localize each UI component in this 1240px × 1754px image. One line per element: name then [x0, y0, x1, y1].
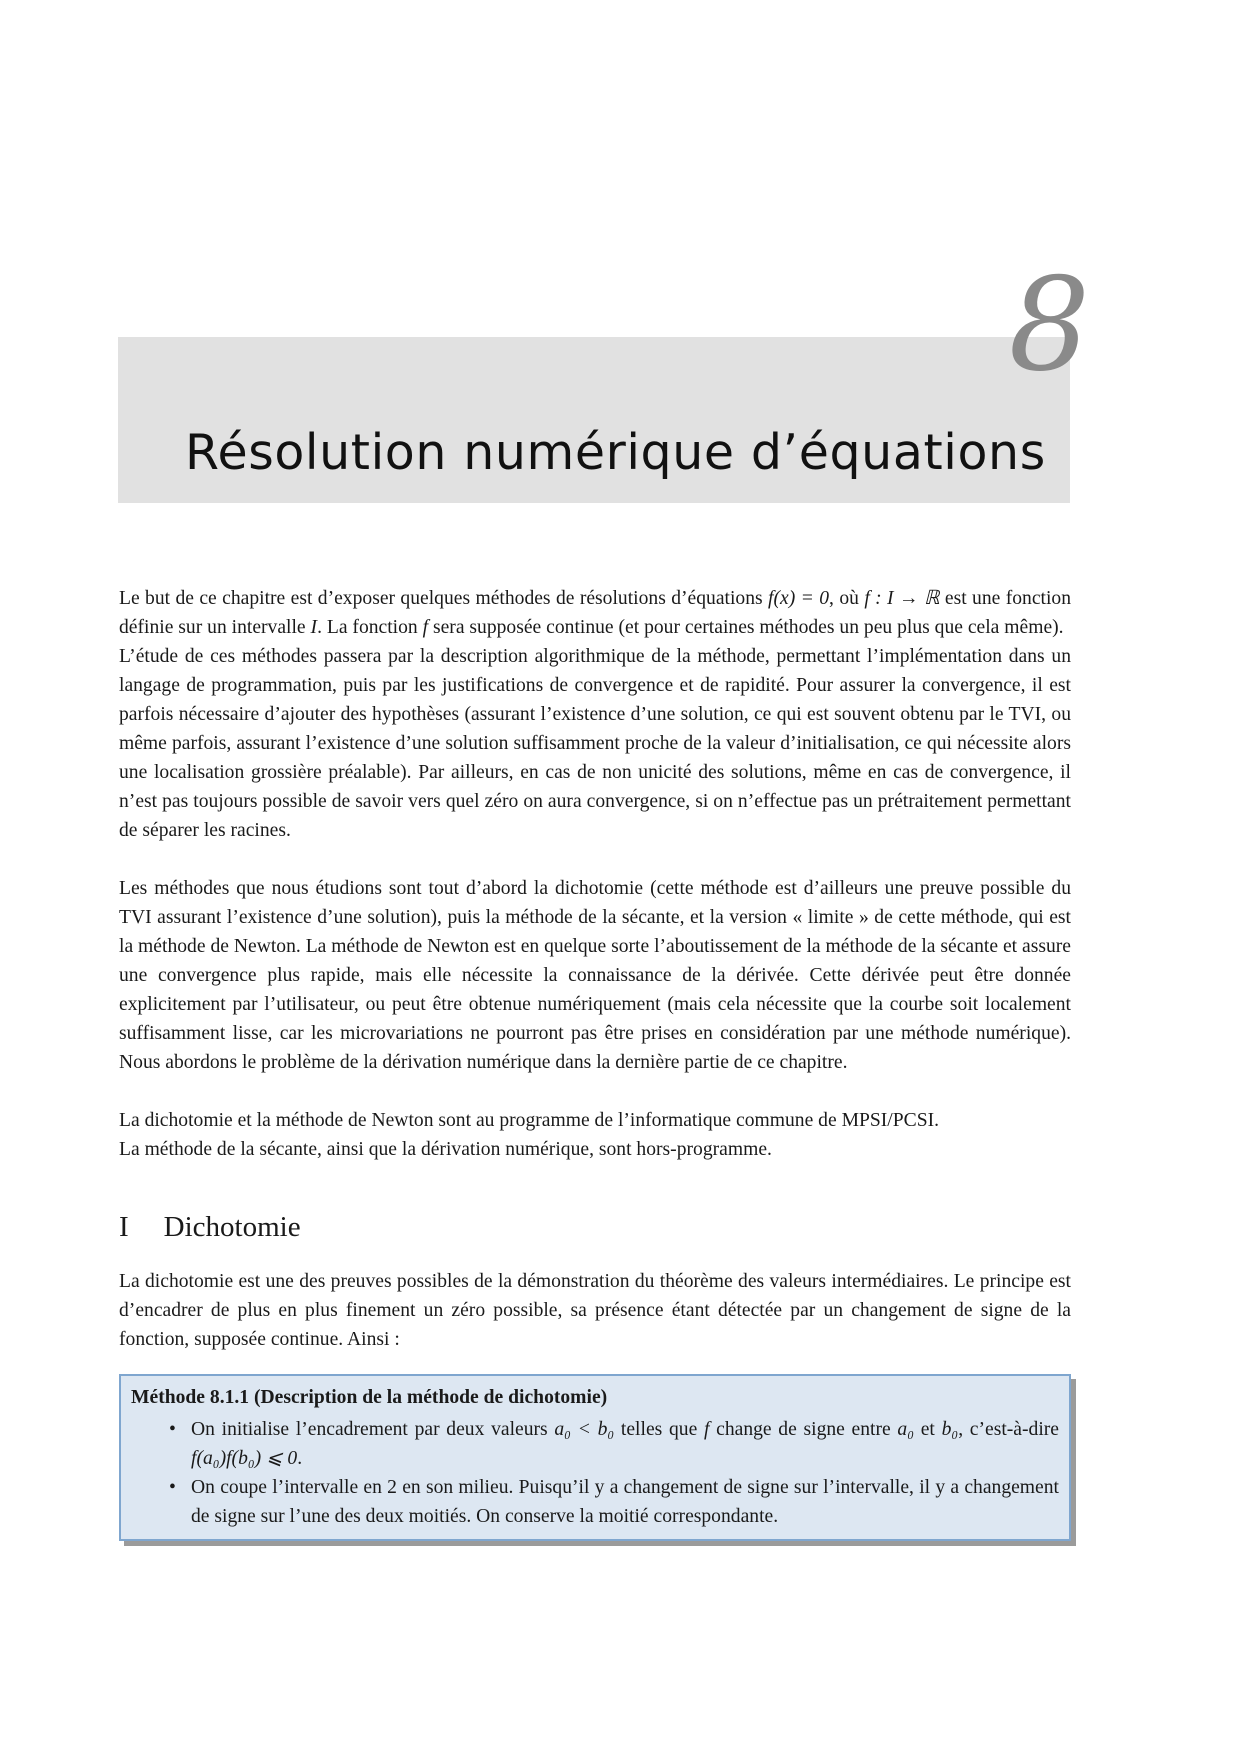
- intro-paragraph-2: L’étude de ces méthodes passera par la description algorithmique de la méthode, permettant l’implémentation dans un langage de programmation, puis par les justifications de convergence et de rapidité. Pour assurer la convergence, il est parfois nécessaire d’ajouter des hypothèses (assurant l’existence d’une solution, ce qui est souvent obtenu par le TVI, ou même parfois, assurant l’existence d’une solution suffisamment proche de la valeur d’initialisation, ce qui nécessite alors une localisation grossière préalable). Par ailleurs, en cas de non unicité des solutions, même en cas de convergence, il n’est pas toujours possible de savoir vers quel zéro on aura convergence, si on n’effectue pas un prétraitement permettant de séparer les racines.: [119, 646, 1071, 841]
- math-function: f: [422, 617, 429, 638]
- intro-paragraph-1: Le but de ce chapitre est d’exposer quelques méthodes de résolutions d’équations f(x) = 0, où f : I → ℝ est une fonction définie sur un intervalle I. La fonction f sera supposée continue (et pour certaines méthodes un peu plus que cela même).: [119, 588, 1072, 638]
- method-list: [131, 1415, 1059, 1531]
- chapter-title: Résolution numérique d’équations: [185, 424, 1046, 481]
- intro-paragraph-4: [119, 1106, 1071, 1164]
- section-title: Dichotomie: [163, 1211, 301, 1243]
- section-heading: [119, 1207, 1071, 1247]
- math-equation: f(x) = 0: [768, 588, 830, 609]
- main-content: [119, 584, 1071, 1541]
- program-note-line-2: La méthode de la sécante, ainsi que la dérivation numérique, sont hors-programme.: [119, 1139, 772, 1160]
- chapter-number: 8: [1008, 251, 1090, 400]
- section-intro-paragraph: La dichotomie est une des preuves possibles de la démonstration du théorème des valeurs intermédiaires. Le principe est d’encadrer de plus en plus finement un zéro possible, sa présence étant détectée par un changement de signe de la fonction, supposée continue. Ainsi :: [119, 1271, 1071, 1350]
- math-function-signature: f : I → ℝ: [864, 588, 940, 609]
- math-interval: I: [310, 617, 318, 638]
- section-number: I: [119, 1211, 129, 1243]
- intro-paragraph-3: Les méthodes que nous étudions sont tout d’abord la dichotomie (cette méthode est d’ailleurs une preuve possible du TVI assurant l’existence d’une solution), puis la méthode de la sécante, et la version « limite » de cette méthode, qui est la méthode de Newton. La méthode de Newton est en quelque sorte l’aboutissement de la méthode de la sécante et assure une convergence plus rapide, mais elle nécessite la connaissance de la dérivée. Cette dérivée peut être donnée explicitement par l’utilisateur, ou peut être obtenue numériquement (mais cela nécessite que la courbe soit localement suffisamment lisse, car les microvariations ne pourront pas être prises en considération par une méthode numérique). Nous abordons le problème de la dérivation numérique dans la dernière partie de ce chapitre.: [119, 878, 1071, 1073]
- method-box: [119, 1374, 1071, 1541]
- program-note-line-1: La dichotomie et la méthode de Newton sont au programme de l’informatique commune de MPSI/PCSI.: [119, 1110, 940, 1131]
- method-step-2: • On coupe l’intervalle en 2 en son milieu. Puisqu’il y a changement de signe sur l’intervalle, il y a changement de signe sur l’une des deux moitiés. On conserve la moitié correspondante.: [191, 1473, 1059, 1531]
- method-title: Méthode 8.1.1 (Description de la méthode de dichotomie): [131, 1387, 608, 1408]
- method-step-1: • On initialise l’encadrement par deux valeurs a₀ < b₀ telles que f change de signe entre a₀ et b₀, c’est-à-dire f(a₀)f(b₀) ⩽ 0.: [191, 1415, 1059, 1473]
